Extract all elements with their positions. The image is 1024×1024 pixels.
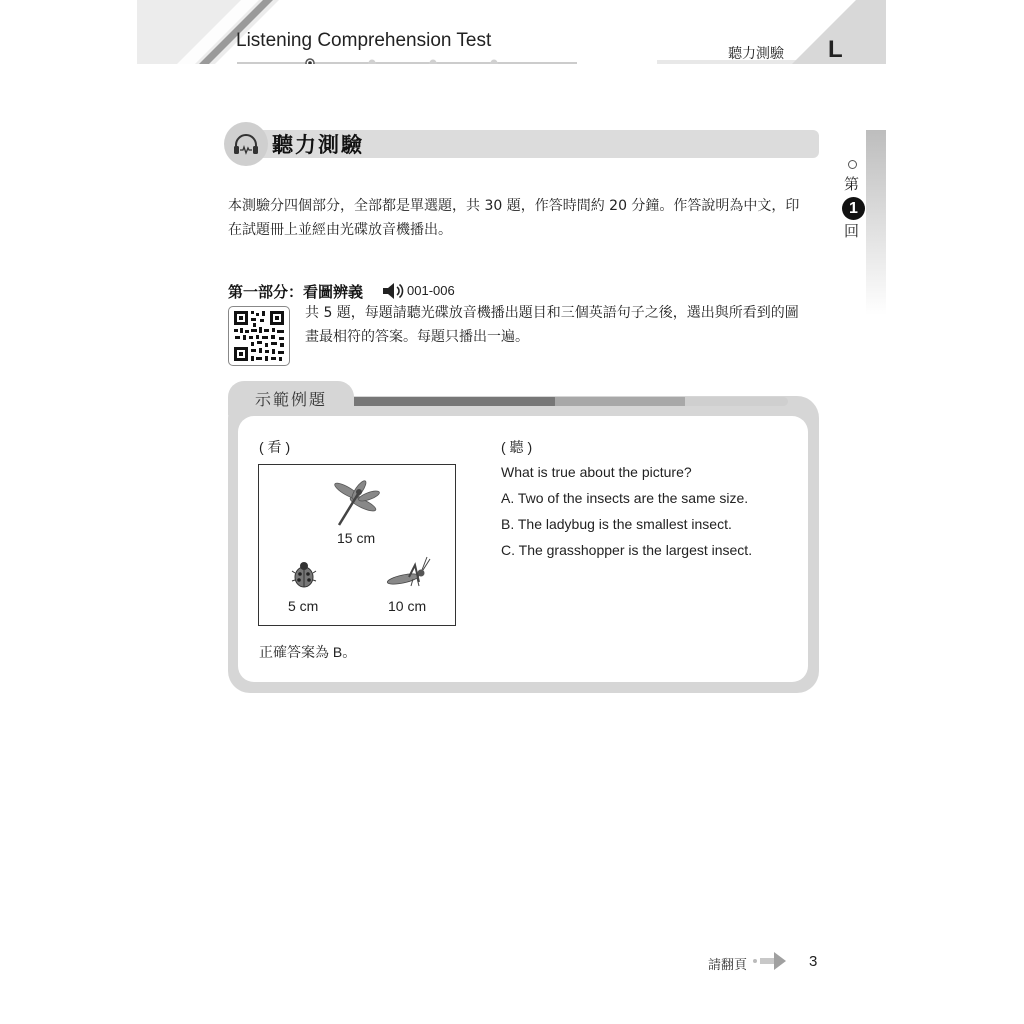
grasshopper-icon: [383, 555, 433, 589]
page-number: 3: [809, 953, 818, 970]
part1-description: [305, 301, 823, 349]
look-label: ( 看 ): [259, 439, 291, 455]
option-a: A. Two of the insects are the same size.: [501, 490, 749, 506]
turn-page-label: 請翻頁: [708, 958, 748, 973]
arrow-right-icon: [752, 951, 788, 971]
side-tab-number: 1: [842, 197, 865, 220]
example-answer: 正確答案為 B。: [259, 644, 357, 660]
side-tab-char-bottom: 回: [844, 222, 860, 240]
headphones-icon: [224, 122, 268, 166]
qr-code-icon[interactable]: [228, 306, 290, 366]
example-tab-label: 示範例題: [255, 390, 328, 409]
example-question: What is true about the picture?: [501, 464, 692, 480]
example-bar-light: [685, 397, 788, 406]
header-letter: L: [828, 36, 843, 63]
grasshopper-size-label: 10 cm: [388, 598, 427, 614]
example-bar-mid: [555, 397, 689, 406]
header-section-label: 聽力測驗: [728, 46, 784, 62]
dragonfly-size-label: 15 cm: [337, 530, 376, 546]
ladybug-icon: [291, 561, 317, 589]
ladybug-size-label: 5 cm: [288, 598, 319, 614]
side-tab-char-top: 第: [844, 175, 860, 193]
intro-line-2: 在試題冊上並經由光碟放音機播出。: [228, 222, 452, 238]
header-title: Listening Comprehension Test: [236, 30, 492, 51]
part1-description-line-2: 畫最相符的答案。每題只播出一遍。: [305, 329, 529, 345]
part1-heading: 第一部分：看圖辨義: [228, 283, 364, 301]
dragonfly-icon: [331, 480, 383, 528]
side-tab-dot: [848, 160, 857, 169]
example-bar-dark: [354, 397, 559, 406]
option-c: C. The grasshopper is the largest insect.: [501, 542, 753, 558]
insect-picture: [258, 464, 456, 626]
part1-description-line-1: 共 5 題，每題請聽光碟放音機播出題目和三個英語句子之後，選出與所看到的圖: [305, 305, 799, 321]
listen-label: ( 聽 ): [501, 439, 533, 455]
side-tab: [866, 130, 886, 315]
intro-line-1: 本測驗分四個部分，全部都是單選題，共 30 題，作答時間約 20 分鐘。作答說明為中文，印: [228, 198, 800, 214]
section-title: 聽力測驗: [272, 133, 364, 157]
option-b: B. The ladybug is the smallest insect.: [501, 516, 732, 532]
part1-audio-code: 001-006: [407, 283, 455, 298]
